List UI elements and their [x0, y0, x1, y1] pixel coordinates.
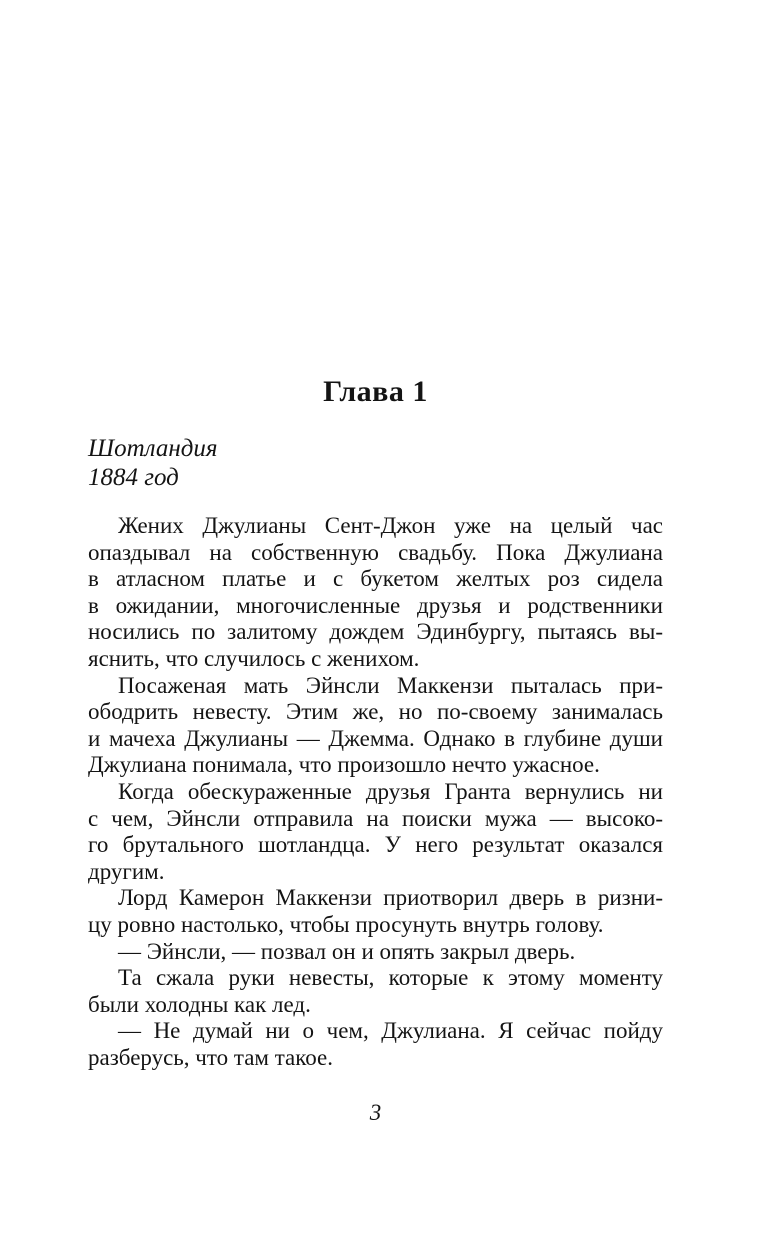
text-line: в атласном платье и с букетом желтых роз сидела [88, 566, 663, 592]
text-line: другим. [88, 858, 165, 884]
text-line: носились по залитому дождем Эдинбургу, пытаясь вы- [88, 619, 663, 645]
paragraph [88, 673, 663, 779]
text-line: Та сжала руки невесты, которые к этому моменту [118, 965, 663, 991]
text-line: — Эйнсли, — позвал он и опять закрыл дверь. [118, 938, 576, 964]
text-line: Лорд Камерон Маккензи приотворил дверь в ризни- [118, 885, 663, 911]
text-line: го брутального шотландца. У него результат оказался [88, 832, 663, 858]
paragraph [88, 939, 663, 966]
paragraph [88, 965, 663, 1018]
text-line: цу ровно настолько, чтобы просунуть внутрь голову. [88, 911, 604, 937]
text-line: в ожидании, многочисленные друзья и родственники [88, 592, 663, 618]
text-block [88, 0, 663, 1071]
text-line: ободрить невесту. Этим же, но по-своему занималась [88, 699, 663, 725]
text-line: Посаженая мать Эйнсли Маккензи пыталась при- [118, 672, 663, 698]
text-line: разберусь, что там такое. [88, 1044, 333, 1070]
paragraph [88, 1018, 663, 1071]
text-line: опаздывал на собственную свадьбу. Пока Джулиана [88, 539, 663, 565]
paragraph [88, 779, 663, 885]
page-number: 3 [369, 1100, 382, 1125]
text-line: — Не думай ни о чем, Джулиана. Я сейчас пойду [118, 1018, 663, 1044]
text-line: с чем, Эйнсли отправила на поиски мужа — высоко- [88, 805, 663, 831]
paragraph [88, 513, 663, 673]
chapter-title: Глава 1 [323, 375, 428, 408]
setting-date: 1884 год [88, 464, 179, 491]
text-line: яснить, что случилось с женихом. [88, 645, 420, 671]
text-line: Джулиана понимала, что произошло нечто ужасное. [88, 752, 600, 778]
text-line: были холодны как лед. [88, 991, 311, 1017]
text-line: Когда обескураженные друзья Гранта вернулись ни [118, 778, 663, 804]
setting-location: Шотландия [88, 435, 218, 462]
scene-setting [88, 434, 663, 492]
text-line: и мачеха Джулианы — Джемма. Однако в глубине души [88, 725, 663, 751]
text-line: Жених Джулианы Сент-Джон уже на целый час [118, 513, 663, 538]
paragraph [88, 885, 663, 938]
body-text [88, 513, 663, 1071]
